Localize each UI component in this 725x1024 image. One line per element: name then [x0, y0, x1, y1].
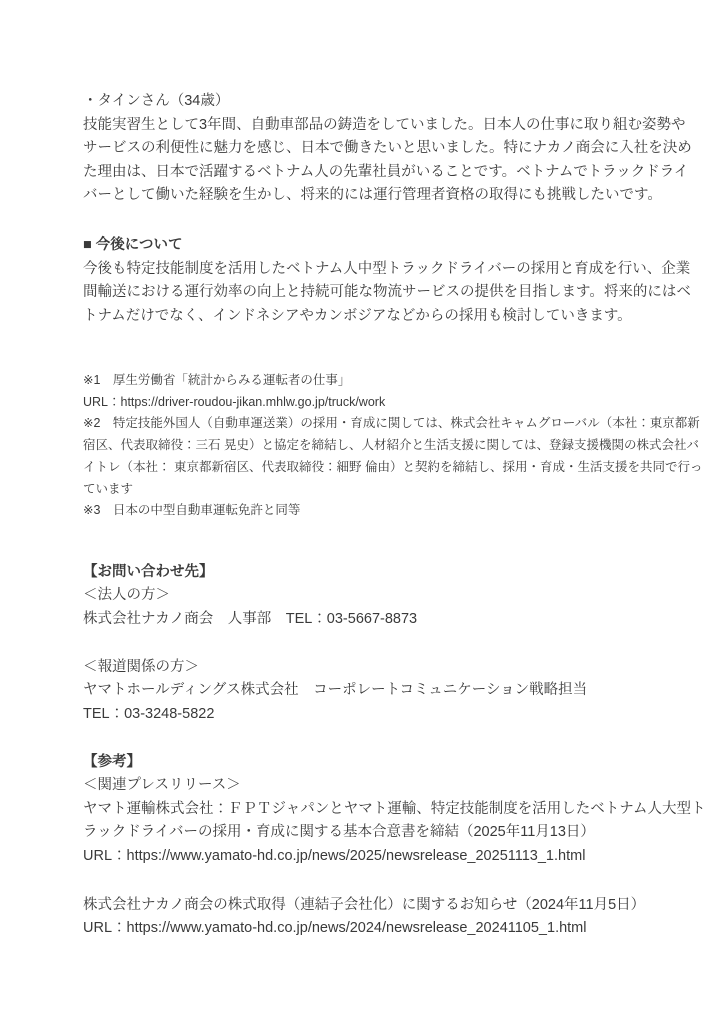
- footnote-line: 宿区、代表取締役：三石 晃史）と協定を締結し、人材紹介と生活支援に関しては、登録支援機関の株式会社バ: [83, 438, 699, 453]
- future-section-line: トナムだけでなく、インドネシアやカンボジアなどからの採用も検討していきます。: [83, 307, 632, 324]
- intern-comment-line: サービスの利便性に魅力を感じ、日本で働きたいと思いました。特にナカノ商会に入社を決め: [83, 140, 692, 156]
- future-section-line: 今後も特定技能制度を活用したベトナム人中型トラックドライバーの採用と育成を行い、企業: [83, 260, 691, 277]
- intern-comment-line: 技能実習生として3年間、自動車部品の鋳造をしていました。日本人の仕事に取り組む姿勢や: [83, 116, 686, 133]
- related-release-url-text: URL：https://www.yamato-hd.co.jp/news/2024/newsrelease_20241105_1.html: [83, 920, 587, 937]
- contact-heading: 【お問い合わせ先】: [83, 563, 214, 580]
- related-release-line: ヤマト運輸株式会社：ＦＰＴジャパンとヤマト運輸、特定技能制度を活用したベトナム人大型ト: [83, 800, 706, 817]
- future-section: [83, 234, 691, 328]
- future-section-line: 間輸送における運行効率の向上と持続可能な物流サービスの提供を目指します。将来的にはベ: [83, 284, 691, 300]
- footnote-line: ※1 厚生労働省「統計からみる運転者の仕事」: [83, 373, 351, 387]
- contact-press-line: ヤマトホールディングス株式会社 コーポレートコミュニケーション戦略担当: [83, 682, 588, 699]
- contact-press-tel: TEL：03-3248-5822: [83, 705, 215, 722]
- contact-corporate-block: [83, 584, 661, 631]
- intern-comment-section: [83, 90, 692, 208]
- contact-corporate-line: 株式会社ナカノ商会 人事部 TEL：03-5667-8873: [83, 610, 418, 627]
- footnote-line: イトレ（本社： 東京都新宿区、代表取締役：細野 倫由）と契約を締結し、採用・育成・生活支援を共同で行っ: [83, 459, 703, 474]
- related-release-url-text: URL：https://www.yamato-hd.co.jp/news/2025/newsrelease_20251113_1.html: [83, 847, 586, 864]
- footnote-line: ※2 特定技能外国人（自動車運送業）の採用・育成に関しては、株式会社キャムグローバル（本社：東京都新: [83, 416, 700, 431]
- intern-name-line: ・タインさん（34歳）: [83, 93, 230, 109]
- footnote-url-text: URL：https://driver-roudou-jikan.mhlw.go.jp/truck/work: [83, 394, 386, 409]
- related-release-1: [83, 798, 706, 869]
- intern-comment-line: た理由は、日本で活躍するベトナム人の先輩社員がいることです。ベトナムでトラックドライ: [83, 163, 689, 180]
- related-release-line: 株式会社ナカノ商会の株式取得（連結子会社化）に関するお知らせ（2024年11月5日）: [83, 896, 646, 913]
- related-release-line: ラックドライバーの採用・育成に関する基本合意書を締結（2025年11月13日）: [83, 824, 595, 841]
- reference-subheading: ＜関連プレスリリース＞: [83, 777, 241, 794]
- related-release-2: [83, 894, 661, 941]
- reference-section: [83, 751, 706, 941]
- footnote-line: ※3 日本の中型自動車運転免許と同等: [83, 503, 301, 518]
- page-content: [83, 90, 706, 941]
- intern-comment-line: バーとして働いた経験を生かし、将来的には運行管理者資格の取得にも挑戦したいです。: [83, 187, 662, 203]
- contact-press-label: ＜報道関係の方＞: [83, 658, 199, 675]
- footnote-line: ています: [83, 481, 134, 496]
- future-section-heading: ■ 今後について: [83, 237, 183, 253]
- contact-section: [83, 561, 661, 727]
- footnotes-section: [83, 370, 703, 522]
- contact-press-block: [83, 656, 661, 727]
- reference-heading: 【参考】: [83, 753, 141, 770]
- contact-corporate-label: ＜法人の方＞: [83, 587, 170, 604]
